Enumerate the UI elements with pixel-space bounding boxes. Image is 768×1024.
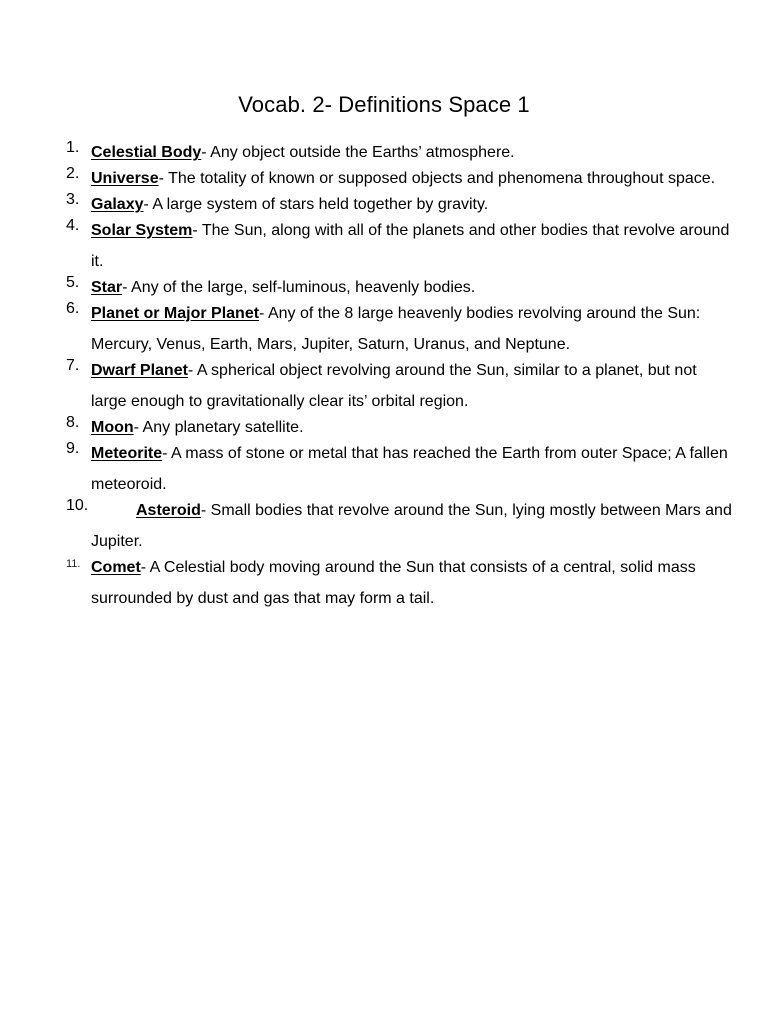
item-definition: - A large system of stars held together by gravity. [143,196,489,213]
item-number: 1. [66,139,80,156]
list-item [66,298,736,360]
item-number: 5. [66,274,80,291]
item-number: 3. [66,191,80,208]
list-item [66,552,736,614]
list-item [66,438,736,500]
item-number: 7. [66,357,80,374]
item-term: Solar System [91,222,193,239]
item-term: Meteorite [91,445,163,462]
item-definition: - Any of the large, self-luminous, heavenly bodies. [122,279,476,296]
item-definition: - A mass of stone or metal that has reached the Earth from outer Space; A fallen meteoroid. [91,445,728,493]
item-term: Galaxy [91,196,144,213]
item-term: Dwarf Planet [91,362,188,379]
item-number: 9. [66,440,80,457]
page-title: Vocab. 2- Definitions Space 1 [238,92,530,117]
item-number: 6. [66,300,80,317]
item-number: 10. [66,497,89,514]
item-definition: - The totality of known or supposed objects and phenomena throughout space. [158,170,716,187]
list-item [66,495,736,557]
item-number: 4. [66,217,80,234]
vocab-list [66,139,736,609]
item-term: Asteroid [136,502,201,519]
list-item [66,215,736,277]
item-number: 2. [66,165,80,182]
item-number: 11. [66,558,81,570]
item-definition: - The Sun, along with all of the planets and other bodies that revolve around it. [91,222,730,270]
item-definition: - Any planetary satellite. [133,419,304,436]
item-definition: - Small bodies that revolve around the Sun, lying mostly between Mars and Jupiter. [91,502,732,550]
item-term: Star [91,279,123,296]
item-definition: - A spherical object revolving around the Sun, similar to a planet, but not large enough to gravitationally clear its’ orbital region. [91,362,697,410]
item-definition: - Any of the 8 large heavenly bodies revolving around the Sun: Mercury, Venus, Earth, Mars, Jupiter, Saturn, Uranus, and Neptune. [91,305,701,353]
item-number: 8. [66,414,80,431]
list-item [66,355,736,417]
item-term: Comet [91,559,141,576]
item-term: Universe [91,170,159,187]
item-term: Planet or Major Planet [91,305,260,322]
item-definition: - A Celestial body moving around the Sun that consists of a central, solid mass surrounded by dust and gas that may form a tail. [91,559,696,607]
item-term: Moon [91,419,134,436]
item-definition: - Any object outside the Earths’ atmosphere. [201,144,515,161]
item-term: Celestial Body [91,144,202,161]
